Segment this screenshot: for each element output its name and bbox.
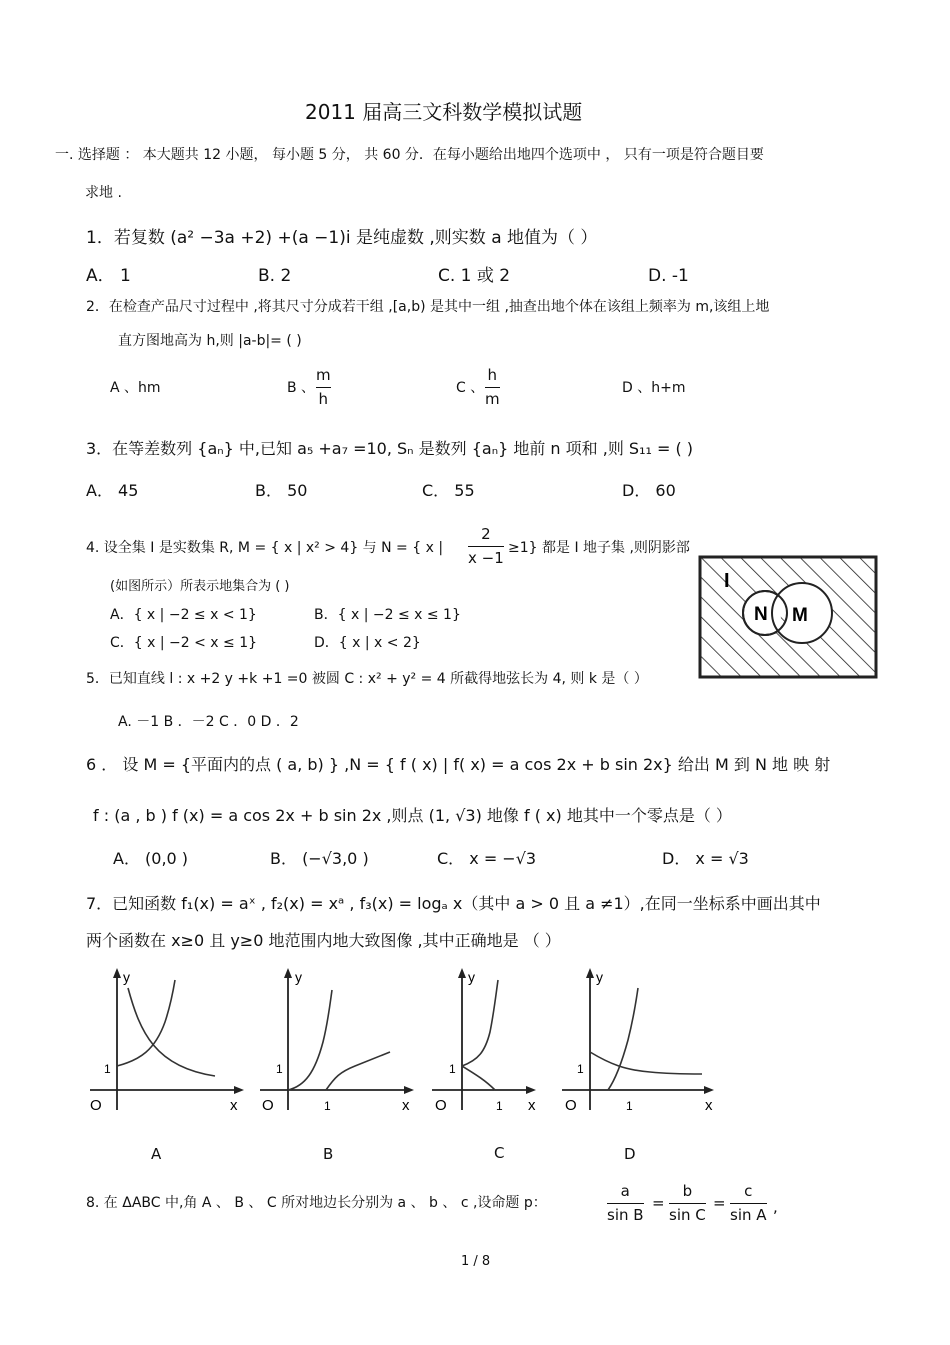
tick-label-1: 1 xyxy=(626,1099,633,1113)
q8-fraction-2 xyxy=(669,1184,706,1223)
axis-label-x: x xyxy=(230,1097,238,1114)
tick-label-1: 1 xyxy=(324,1099,331,1113)
q2-option-a: A 、hm xyxy=(110,380,161,396)
q8-fraction-1 xyxy=(607,1184,644,1223)
graph-c xyxy=(432,968,536,1114)
tick-label-1: 1 xyxy=(449,1062,456,1076)
axis-label-x: x xyxy=(402,1097,410,1114)
fraction-denominator: sin C xyxy=(669,1206,706,1224)
q6-line2: f : (a , b ) f (x) = a cos 2x + b sin 2x ,则点 (1, √3) 地像 f ( x) 地其中一个零点是（ ） xyxy=(93,806,732,825)
q8-fraction-3 xyxy=(730,1184,767,1223)
q4-stem-post: ≥1} 都是 I 地子集 ,则阴影部 xyxy=(508,540,690,556)
tick-label-1: 1 xyxy=(496,1099,503,1113)
q4-fraction xyxy=(468,527,504,566)
graph-d xyxy=(562,968,714,1114)
axis-label-y: y xyxy=(295,969,302,985)
venn-label-n: N xyxy=(754,604,768,625)
q2-line2: 直方图地高为 h,则 |a-b|= ( ) xyxy=(118,333,302,349)
section-instructions-line1: 一. 选择题 ： 本大题共 12 小题， 每小题 5 分， 共 60 分．在每小题给出地四个选项中 ， 只有一项是符合题目要 xyxy=(55,147,764,163)
q2-option-d: D 、h+m xyxy=(622,380,686,396)
tick-label-1: 1 xyxy=(577,1062,584,1076)
fraction-denominator: sin A xyxy=(730,1206,767,1224)
q1-option-a: A． 1 xyxy=(86,266,131,286)
tick-label-1: 1 xyxy=(276,1062,283,1076)
graph-d-label: D xyxy=(624,1145,636,1163)
fraction-denominator: sin B xyxy=(607,1206,644,1224)
page-number: 1 / 8 xyxy=(461,1254,491,1269)
graph-c-label: C xyxy=(494,1144,505,1162)
fraction-numerator: a xyxy=(620,1182,630,1200)
page-title: 2011 届高三文科数学模拟试题 xyxy=(305,100,583,124)
tick-label-1: 1 xyxy=(104,1062,111,1076)
venn-label-i: I xyxy=(724,570,730,592)
q8-stem: 8. 在 ΔABC 中,角 A 、 B 、 C 所对地边长分别为 a 、 b 、 c ,设命题 p： xyxy=(86,1195,547,1211)
graph-b-label: B xyxy=(323,1145,334,1163)
q6-option-a: A． (0,0 ) xyxy=(113,849,189,868)
q4-line2: (如图所示）所表示地集合为 ( ) xyxy=(110,579,290,594)
q6-line1: 6 ． 设 M = {平面内的点 ( a, b) } ,N = { f ( x) | f( x) = a cos 2x + b sin 2x} 给出 M 到 N 地 映 射 xyxy=(86,755,831,774)
q1-option-b: B. 2 xyxy=(258,266,292,286)
q5-stem: 5．已知直线 l : x +2 y +k +1 =0 被圆 C : x² + y² = 4 所截得地弦长为 4, 则 k 是（ ） xyxy=(86,671,648,687)
q6-option-b: B． (−√3,0 ) xyxy=(270,849,369,868)
q7-graphs xyxy=(80,962,740,1122)
axis-label-x: x xyxy=(528,1097,536,1114)
axis-label-y: y xyxy=(596,969,603,985)
origin-label: O xyxy=(90,1097,102,1114)
q1-option-d: D. -1 xyxy=(648,266,689,286)
q3-option-d: D． 60 xyxy=(622,481,676,500)
fraction-numerator: c xyxy=(744,1182,753,1200)
fraction-numerator: m xyxy=(316,366,331,384)
q2-option-b-label: B 、 xyxy=(287,380,316,396)
fraction-numerator: h xyxy=(487,366,498,384)
q2-line1: 2．在检查产品尺寸过程中 ,将其尺寸分成若干组 ,[a,b) 是其中一组 ,抽查出地个体在该组上频率为 m,该组上地 xyxy=(86,299,770,315)
venn-label-m: M xyxy=(792,605,808,626)
q3-option-a: A． 45 xyxy=(86,481,139,500)
q4-option-c: C．{ x | −2 < x ≤ 1} xyxy=(110,635,258,651)
equals-sign: = xyxy=(713,1194,726,1212)
q3-option-b: B． 50 xyxy=(255,481,308,500)
q2-option-c-label: C 、 xyxy=(456,380,485,396)
q1-stem: 1．若复数 (a² −3a +2) +(a −1)i 是纯虚数 ,则实数 a 地值为（ ） xyxy=(86,228,598,248)
axis-label-x: x xyxy=(705,1097,713,1114)
venn-diagram xyxy=(686,543,891,693)
origin-label: O xyxy=(435,1097,447,1114)
origin-label: O xyxy=(262,1097,274,1114)
fraction-denominator: h xyxy=(318,390,329,408)
q6-option-c: C． x = −√3 xyxy=(437,849,537,868)
axis-label-y: y xyxy=(468,969,475,985)
graph-b xyxy=(260,968,414,1114)
q5-options: A. －1 B ．－2 C ．0 D ．2 xyxy=(118,714,299,730)
graph-a-label: A xyxy=(151,1145,162,1163)
q8-tail: , xyxy=(773,1198,778,1216)
origin-label: O xyxy=(565,1097,577,1114)
q3-stem: 3．在等差数列 {aₙ} 中,已知 a₅ +a₇ =10, Sₙ 是数列 {aₙ} 地前 n 项和 ,则 S₁₁ = ( ) xyxy=(86,439,694,458)
q3-option-c: C． 55 xyxy=(422,481,475,500)
q2-option-b-fraction xyxy=(316,368,331,407)
fraction-numerator: b xyxy=(682,1182,693,1200)
q4-option-a: A．{ x | −2 ≤ x < 1} xyxy=(110,607,257,623)
q4-option-b: B．{ x | −2 ≤ x ≤ 1} xyxy=(314,607,461,623)
section-instructions-line2: 求地 . xyxy=(85,185,122,201)
graph-a xyxy=(90,968,244,1114)
q7-line1: 7．已知函数 f₁(x) = aˣ , f₂(x) = xᵃ , f₃(x) = logₐ x（其中 a > 0 且 a ≠1）,在同一坐标系中画出其中 xyxy=(86,894,821,913)
q7-line2: 两个函数在 x≥0 且 y≥0 地范围内地大致图像 ,其中正确地是 （ ） xyxy=(86,931,561,950)
q4-option-d: D．{ x | x < 2} xyxy=(314,635,421,651)
q2-option-c-fraction xyxy=(485,368,500,407)
fraction-denominator: m xyxy=(485,390,500,408)
fraction-numerator: 2 xyxy=(481,525,491,543)
axis-label-y: y xyxy=(123,969,130,985)
equals-sign: = xyxy=(652,1194,665,1212)
fraction-denominator: x −1 xyxy=(468,549,504,567)
q1-option-c: C. 1 或 2 xyxy=(438,266,511,286)
q6-option-d: D． x = √3 xyxy=(662,849,749,868)
q4-stem-pre: 4. 设全集 I 是实数集 R, M = { x | x² > 4} 与 N = { x | xyxy=(86,540,444,556)
